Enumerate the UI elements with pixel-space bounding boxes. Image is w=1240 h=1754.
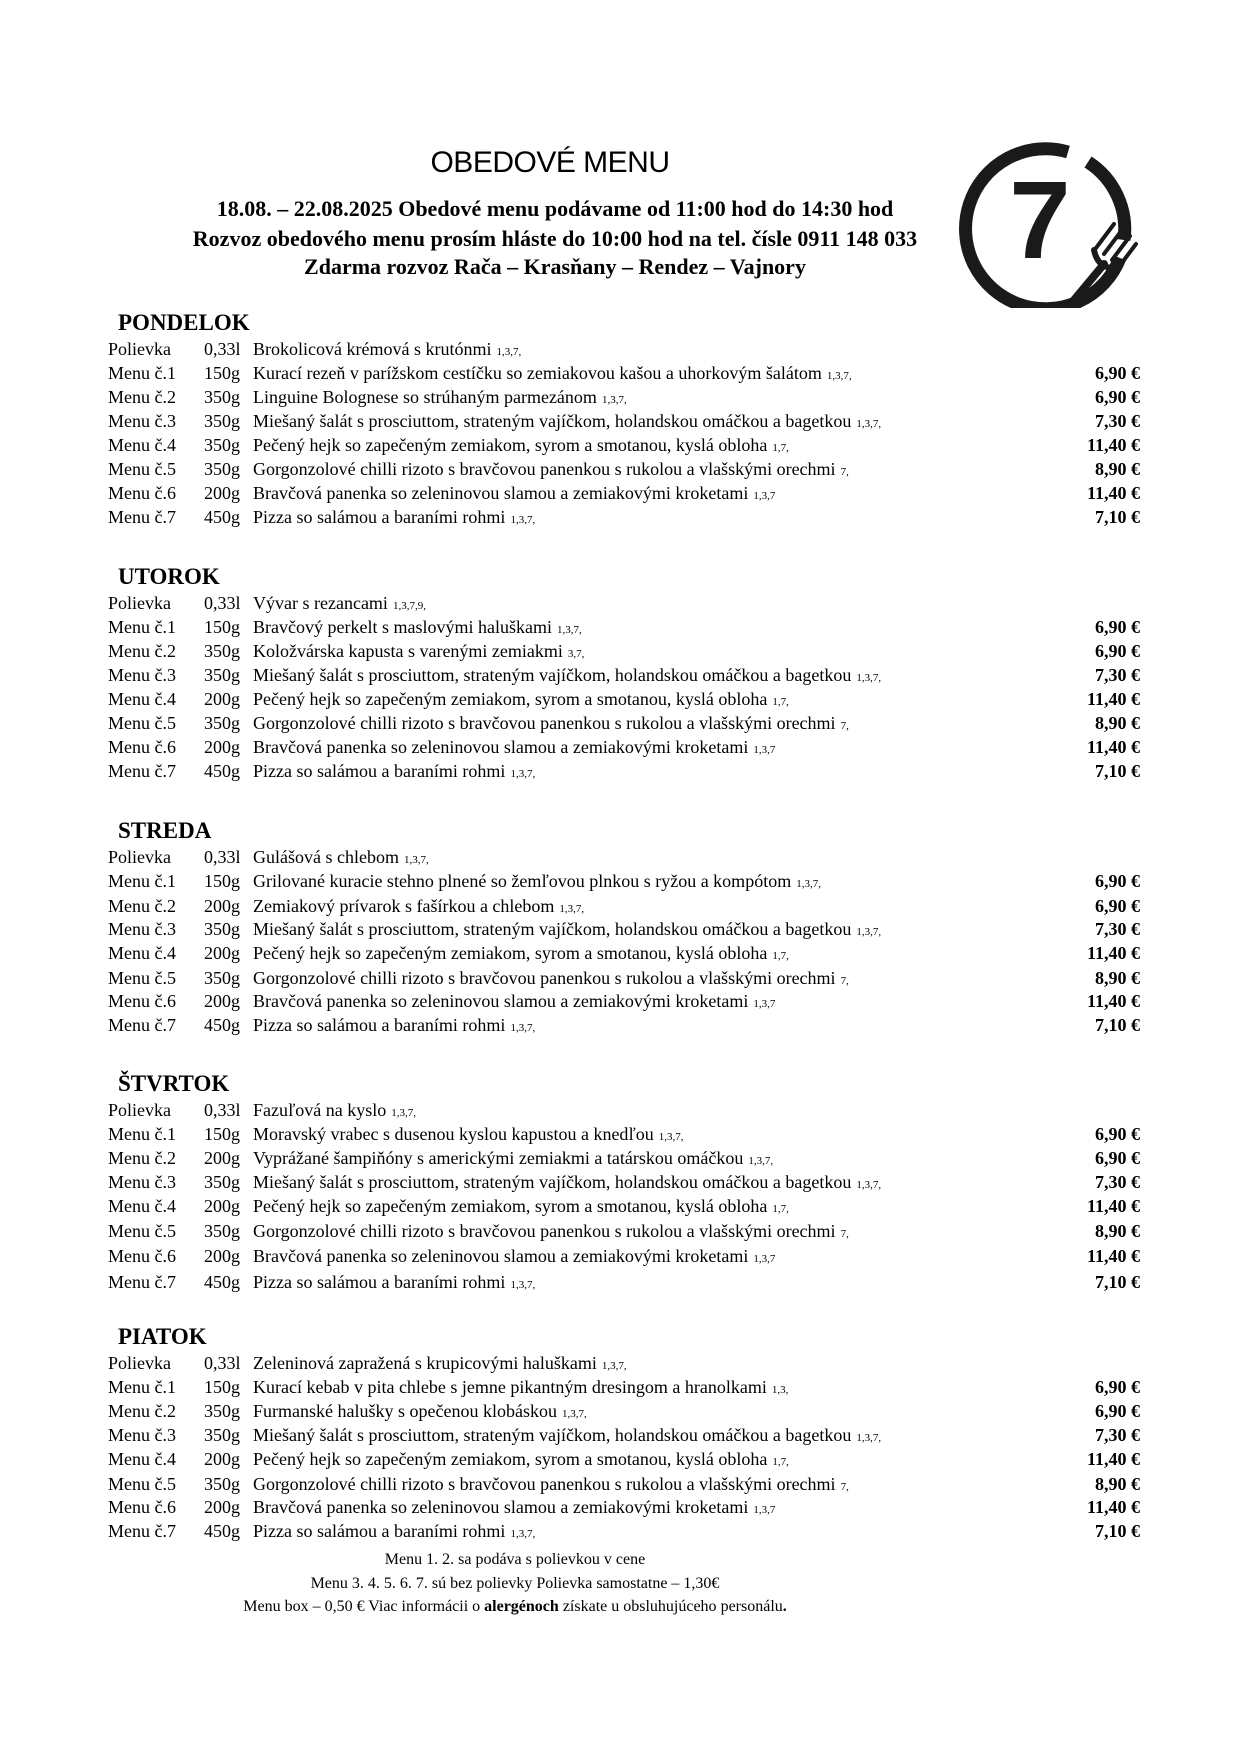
item-label: Menu č.6 (108, 737, 176, 757)
item-price: 7,10 € (1095, 761, 1140, 781)
item-name: Fazuľová na kyslo (253, 1100, 387, 1120)
item-name: Pizza so salámou a baraními rohmi (253, 1272, 506, 1292)
item-label: Menu č.1 (108, 871, 176, 891)
item-quantity: 350g (204, 919, 240, 939)
item-label: Menu č.5 (108, 968, 176, 988)
item-name-cell (253, 1246, 775, 1267)
item-price: 8,90 € (1095, 1221, 1140, 1241)
item-label: Menu č.3 (108, 411, 176, 431)
item-price: 11,40 € (1086, 737, 1140, 757)
soup-row (0, 339, 1140, 363)
item-name-cell (253, 968, 849, 989)
item-name-cell (253, 617, 582, 638)
item-name-cell (253, 1521, 535, 1542)
item-label: Menu č.7 (108, 1272, 176, 1292)
footer-soup-price: Menu 3. 4. 5. 6. 7. sú bez polievky Polievka samostatne – 1,30€ (310, 1575, 720, 1592)
item-allergens: 1,7, (772, 1203, 789, 1215)
item-allergens: 1,3,7, (510, 1528, 536, 1540)
item-quantity: 200g (204, 1148, 240, 1168)
item-name: Bravčová panenka so zeleninovou slamou a zemiakovými kroketami (253, 991, 749, 1011)
item-allergens: 1,3,7, (559, 903, 585, 915)
item-price: 7,30 € (1095, 665, 1140, 685)
item-name: Vyprážané šampiňóny s americkými zemiakmi a tatárskou omáčkou (253, 1148, 744, 1168)
soup-row (0, 847, 1140, 871)
item-label: Polievka (108, 1100, 171, 1120)
item-name-cell (253, 1196, 789, 1217)
item-name-cell (253, 593, 426, 614)
item-allergens: 1,3,7, (856, 926, 882, 938)
footer-staff-word: personálu (720, 1598, 783, 1615)
item-quantity: 350g (204, 641, 240, 661)
item-price: 7,10 € (1095, 1521, 1140, 1541)
menu-row (0, 968, 1140, 992)
item-name-cell (253, 641, 584, 662)
item-price: 6,90 € (1095, 387, 1140, 407)
item-name: Koložvárska kapusta s varenými zemiakmi (253, 641, 563, 661)
soup-row (0, 1100, 1140, 1124)
item-allergens: 1,3,7, (856, 672, 882, 684)
item-name-cell (253, 896, 584, 917)
menu-row (0, 943, 1140, 967)
menu-row (0, 1449, 1140, 1473)
item-quantity: 450g (204, 1015, 240, 1035)
item-allergens: 1,3,7 (753, 1504, 776, 1516)
item-label: Menu č.1 (108, 1377, 176, 1397)
menu-row (0, 761, 1140, 785)
item-quantity: 350g (204, 1401, 240, 1421)
item-price: 11,40 € (1086, 689, 1140, 709)
item-name-cell (253, 1449, 789, 1470)
menu-row (0, 737, 1140, 761)
item-quantity: 150g (204, 363, 240, 383)
item-label: Menu č.5 (108, 713, 176, 733)
item-allergens: 7, (840, 720, 849, 732)
item-quantity: 450g (204, 1521, 240, 1541)
item-name: Bravčová panenka so zeleninovou slamou a zemiakovými kroketami (253, 1497, 749, 1517)
item-name-cell (253, 1425, 881, 1446)
item-quantity: 350g (204, 459, 240, 479)
day-name: PIATOK (118, 1324, 207, 1349)
item-name: Pečený hejk so zapečeným zemiakom, syrom a smotanou, kyslá obloha (253, 943, 768, 963)
menu-row (0, 689, 1140, 713)
item-quantity: 200g (204, 689, 240, 709)
item-name: Pizza so salámou a baraními rohmi (253, 1521, 506, 1541)
menu-row (0, 363, 1140, 387)
date-and-hours: 18.08. – 22.08.2025 Obedové menu podávame od 11:00 hod do 14:30 hod (216, 196, 894, 221)
item-price: 11,40 € (1086, 991, 1140, 1011)
item-name: Bravčová panenka so zeleninovou slamou a zemiakovými kroketami (253, 483, 749, 503)
footer-soup-note: Menu 1. 2. sa podáva s polievkou v cene (384, 1551, 646, 1568)
item-name-cell (253, 1401, 587, 1422)
item-label: Menu č.2 (108, 641, 176, 661)
item-name-cell (253, 339, 521, 360)
item-label: Menu č.5 (108, 1221, 176, 1241)
item-name-cell (253, 847, 429, 868)
item-label: Polievka (108, 593, 171, 613)
item-label: Menu č.7 (108, 1015, 176, 1035)
menu-row (0, 1377, 1140, 1401)
menu-row (0, 1425, 1140, 1449)
item-name: Gorgonzolové chilli rizoto s bravčovou panenkou s rukolou a vlašskými orechmi (253, 713, 836, 733)
item-name: Gorgonzolové chilli rizoto s bravčovou panenkou s rukolou a vlašskými orechmi (253, 968, 836, 988)
item-allergens: 1,7, (772, 442, 789, 454)
item-label: Menu č.3 (108, 665, 176, 685)
item-allergens: 1,3,7, (556, 624, 582, 636)
item-price: 11,40 € (1086, 435, 1140, 455)
item-label: Menu č.1 (108, 363, 176, 383)
item-price: 6,90 € (1095, 1401, 1140, 1421)
menu-row (0, 1474, 1140, 1498)
item-price: 6,90 € (1095, 1124, 1140, 1144)
item-name-cell (253, 991, 775, 1012)
item-quantity: 0,33l (204, 339, 241, 359)
item-allergens: 1,3,7 (753, 1253, 776, 1265)
item-allergens: 1,3,7, (601, 394, 627, 406)
restaurant-logo (948, 140, 1140, 308)
item-label: Menu č.1 (108, 1124, 176, 1144)
item-allergens: 1,3,7, (856, 1432, 882, 1444)
item-quantity: 350g (204, 1425, 240, 1445)
item-label: Menu č.3 (108, 1172, 176, 1192)
item-quantity: 350g (204, 435, 240, 455)
item-quantity: 0,33l (204, 1353, 241, 1373)
item-allergens: 1,7, (772, 1456, 789, 1468)
menu-row (0, 713, 1140, 737)
item-name: Miešaný šalát s prosciuttom, strateným vajíčkom, holandskou omáčkou a bagetkou (253, 411, 852, 431)
item-allergens: 1,3, (771, 1384, 789, 1396)
item-allergens: 1,3,7, (856, 418, 882, 430)
item-name: Pizza so salámou a baraními rohmi (253, 1015, 506, 1035)
menu-row (0, 1196, 1140, 1220)
item-name: Gulášová s chlebom (253, 847, 399, 867)
item-name: Moravský vrabec s dusenou kyslou kapustou a knedľou (253, 1124, 654, 1144)
item-allergens: 1,3,7, (496, 346, 522, 358)
item-quantity: 350g (204, 1474, 240, 1494)
item-quantity: 150g (204, 1377, 240, 1397)
item-label: Menu č.2 (108, 1148, 176, 1168)
item-name: Gorgonzolové chilli rizoto s bravčovou panenkou s rukolou a vlašskými orechmi (253, 459, 836, 479)
free-delivery-areas: Zdarma rozvoz Rača – Krasňany – Rendez – Vajnory (304, 254, 806, 279)
item-name-cell (253, 1124, 684, 1145)
item-label: Menu č.6 (108, 1246, 176, 1266)
item-allergens: 1,3,7, (391, 1107, 417, 1119)
item-quantity: 350g (204, 665, 240, 685)
item-name: Pečený hejk so zapečeným zemiakom, syrom a smotanou, kyslá obloha (253, 689, 768, 709)
footer-allergen-note (0, 1598, 1030, 1616)
item-name-cell (253, 761, 535, 782)
item-label: Menu č.7 (108, 761, 176, 781)
item-quantity: 200g (204, 1196, 240, 1216)
item-price: 6,90 € (1095, 1148, 1140, 1168)
item-quantity: 450g (204, 507, 240, 527)
item-name-cell (253, 737, 775, 758)
item-allergens: 1,3,7, (510, 1022, 536, 1034)
item-name: Pizza so salámou a baraními rohmi (253, 761, 506, 781)
menu-row (0, 871, 1140, 895)
item-name-cell (253, 435, 789, 456)
item-name-cell (253, 871, 821, 892)
item-name: Pečený hejk so zapečeným zemiakom, syrom a smotanou, kyslá obloha (253, 1449, 768, 1469)
item-quantity: 350g (204, 713, 240, 733)
item-price: 7,30 € (1095, 1172, 1140, 1192)
item-price: 11,40 € (1086, 1246, 1140, 1266)
menu-row (0, 617, 1140, 641)
item-allergens: 1,3,7, (601, 1360, 627, 1372)
menu-row (0, 411, 1140, 435)
item-label: Polievka (108, 1353, 171, 1373)
item-name-cell (253, 459, 849, 480)
item-name-cell (253, 1474, 849, 1495)
item-price: 11,40 € (1086, 1497, 1140, 1517)
item-quantity: 450g (204, 1272, 240, 1292)
item-quantity: 350g (204, 1221, 240, 1241)
menu-row (0, 1221, 1140, 1245)
item-allergens: 1,3,7 (753, 744, 776, 756)
item-name: Miešaný šalát s prosciuttom, strateným vajíčkom, holandskou omáčkou a bagetkou (253, 1172, 852, 1192)
menu-row (0, 1246, 1140, 1270)
item-price: 8,90 € (1095, 1474, 1140, 1494)
item-name-cell (253, 665, 881, 686)
item-label: Menu č.2 (108, 1401, 176, 1421)
item-name: Kurací kebab v pita chlebe s jemne pikantným dresingom a hranolkami (253, 1377, 767, 1397)
item-quantity: 200g (204, 483, 240, 503)
item-quantity: 150g (204, 617, 240, 637)
item-label: Menu č.2 (108, 896, 176, 916)
page-title: OBEDOVÉ MENU (430, 146, 670, 179)
item-label: Menu č.5 (108, 459, 176, 479)
item-label: Menu č.4 (108, 943, 176, 963)
item-allergens: 3,7, (567, 648, 585, 660)
soup-row (0, 1353, 1140, 1377)
item-name-cell (253, 689, 789, 710)
item-name-cell (253, 411, 881, 432)
menu-row (0, 435, 1140, 459)
item-quantity: 200g (204, 991, 240, 1011)
item-name: Gorgonzolové chilli rizoto s bravčovou panenkou s rukolou a vlašskými orechmi (253, 1221, 836, 1241)
menu-row (0, 1015, 1140, 1039)
item-name: Grilované kuracie stehno plnené so žemľovou plnkou s ryžou a kompótom (253, 871, 792, 891)
item-allergens: 1,3,7, (796, 878, 821, 890)
item-name-cell (253, 363, 852, 384)
svg-text:7: 7 (1009, 159, 1071, 282)
item-name: Kurací rezeň v parížskom cestíčku so zemiakovou kašou a uhorkovým šalátom (253, 363, 822, 383)
item-name-cell (253, 1172, 881, 1193)
item-name-cell (253, 1353, 627, 1374)
item-allergens: 1,3,7,9, (392, 600, 426, 612)
item-quantity: 0,33l (204, 593, 241, 613)
item-allergens: 1,3,7, (561, 1408, 587, 1420)
item-quantity: 150g (204, 871, 240, 891)
item-allergens: 7, (840, 466, 849, 478)
menu-row (0, 1172, 1140, 1196)
item-name-cell (253, 713, 849, 734)
item-quantity: 450g (204, 761, 240, 781)
item-name: Miešaný šalát s prosciuttom, strateným vajíčkom, holandskou omáčkou a bagetkou (253, 1425, 852, 1445)
item-allergens: 1,3,7, (510, 768, 536, 780)
menu-row (0, 896, 1140, 920)
item-name: Bravčový perkelt s maslovými haluškami (253, 617, 552, 637)
item-price: 6,90 € (1095, 617, 1140, 637)
item-allergens: 7, (840, 975, 849, 987)
item-label: Menu č.1 (108, 617, 176, 637)
item-quantity: 200g (204, 943, 240, 963)
item-name: Brokolicová krémová s krutónmi (253, 339, 492, 359)
item-price: 6,90 € (1095, 641, 1140, 661)
item-price: 11,40 € (1086, 483, 1140, 503)
menu-row (0, 507, 1140, 531)
item-quantity: 150g (204, 1124, 240, 1144)
item-quantity: 200g (204, 1497, 240, 1517)
item-allergens: 1,3,7, (748, 1155, 774, 1167)
item-quantity: 350g (204, 968, 240, 988)
item-label: Menu č.6 (108, 1497, 176, 1517)
item-name: Gorgonzolové chilli rizoto s bravčovou panenkou s rukolou a vlašskými orechmi (253, 1474, 836, 1494)
footer-staff-text: získate u obsluhujúceho (558, 1598, 721, 1615)
item-price: 8,90 € (1095, 968, 1140, 988)
item-price: 11,40 € (1086, 1449, 1140, 1469)
item-allergens: 1,3,7, (658, 1131, 684, 1143)
item-allergens: 1,7, (772, 696, 789, 708)
item-name-cell (253, 1148, 773, 1169)
item-quantity: 200g (204, 737, 240, 757)
item-name-cell (253, 1221, 849, 1242)
item-price: 7,30 € (1095, 919, 1140, 939)
item-price: 6,90 € (1095, 896, 1140, 916)
item-name-cell (253, 1272, 535, 1293)
footer-menubox-text: Menu box – 0,50 € Viac informácii o (243, 1598, 485, 1615)
day-name: PONDELOK (118, 310, 250, 335)
item-name: Miešaný šalát s prosciuttom, strateným vajíčkom, holandskou omáčkou a bagetkou (253, 919, 852, 939)
item-quantity: 0,33l (204, 1100, 241, 1120)
item-price: 8,90 € (1095, 713, 1140, 733)
item-name-cell (253, 507, 535, 528)
item-label: Menu č.4 (108, 1196, 176, 1216)
item-name: Pečený hejk so zapečeným zemiakom, syrom a smotanou, kyslá obloha (253, 1196, 768, 1216)
item-name-cell (253, 387, 627, 408)
item-name: Pečený hejk so zapečeným zemiakom, syrom a smotanou, kyslá obloha (253, 435, 768, 455)
item-price: 8,90 € (1095, 459, 1140, 479)
item-quantity: 350g (204, 387, 240, 407)
item-quantity: 200g (204, 1449, 240, 1469)
item-label: Menu č.6 (108, 483, 176, 503)
item-price: 6,90 € (1095, 1377, 1140, 1397)
item-quantity: 350g (204, 1172, 240, 1192)
item-label: Menu č.5 (108, 1474, 176, 1494)
item-name: Bravčová panenka so zeleninovou slamou a zemiakovými kroketami (253, 1246, 749, 1266)
item-price: 11,40 € (1086, 943, 1140, 963)
item-name-cell (253, 1377, 788, 1398)
item-name: Miešaný šalát s prosciuttom, strateným vajíčkom, holandskou omáčkou a bagetkou (253, 665, 852, 685)
menu-row (0, 1124, 1140, 1148)
item-allergens: 1,3,7, (826, 370, 852, 382)
item-label: Polievka (108, 847, 171, 867)
item-allergens: 1,3,7, (856, 1179, 882, 1191)
item-label: Menu č.3 (108, 1425, 176, 1445)
menu-row (0, 991, 1140, 1015)
item-allergens: 1,3,7, (510, 514, 536, 526)
item-allergens: 7, (840, 1481, 849, 1493)
item-price: 7,30 € (1095, 1425, 1140, 1445)
item-price: 6,90 € (1095, 363, 1140, 383)
footer-allergens-word: alergénoch (484, 1598, 559, 1615)
item-label: Menu č.2 (108, 387, 176, 407)
item-label: Menu č.7 (108, 507, 176, 527)
item-name-cell (253, 919, 881, 940)
item-label: Menu č.4 (108, 1449, 176, 1469)
item-quantity: 200g (204, 896, 240, 916)
day-name: ŠTVRTOK (118, 1071, 230, 1096)
item-name: Furmanské halušky s opečenou klobáskou (253, 1401, 557, 1421)
item-allergens: 7, (840, 1228, 849, 1240)
item-name: Zemiakový prívarok s fašírkou a chlebom (253, 896, 555, 916)
delivery-phone-info: Rozvoz obedového menu prosím hláste do 10:00 hod na tel. čísle 0911 148 033 (192, 226, 918, 251)
menu-row (0, 665, 1140, 689)
item-name: Pizza so salámou a baraními rohmi (253, 507, 506, 527)
item-name-cell (253, 1100, 416, 1121)
item-name-cell (253, 1497, 775, 1518)
menu-row (0, 919, 1140, 943)
item-label: Menu č.7 (108, 1521, 176, 1541)
item-name: Zeleninová zapražená s krupicovými haluškami (253, 1353, 597, 1373)
menu-row (0, 1521, 1140, 1545)
item-allergens: 1,3,7 (753, 998, 776, 1010)
item-label: Menu č.6 (108, 991, 176, 1011)
menu-row (0, 1497, 1140, 1521)
item-price: 7,10 € (1095, 1015, 1140, 1035)
item-price: 7,10 € (1095, 1272, 1140, 1292)
day-name: UTOROK (118, 564, 220, 589)
item-name: Vývar s rezancami (253, 593, 388, 613)
item-price: 7,30 € (1095, 411, 1140, 431)
item-label: Menu č.4 (108, 435, 176, 455)
item-allergens: 1,3,7, (403, 854, 429, 866)
item-name-cell (253, 943, 789, 964)
menu-row (0, 459, 1140, 483)
soup-row (0, 593, 1140, 617)
item-allergens: 1,3,7 (753, 490, 776, 502)
item-price: 6,90 € (1095, 871, 1140, 891)
item-name: Linguine Bolognese so strúhaným parmezánom (253, 387, 597, 407)
item-quantity: 0,33l (204, 847, 241, 867)
footer-period: . (782, 1598, 787, 1615)
item-quantity: 350g (204, 411, 240, 431)
item-label: Menu č.4 (108, 689, 176, 709)
item-name-cell (253, 483, 775, 504)
menu-row (0, 1401, 1140, 1425)
menu-row (0, 1272, 1140, 1296)
item-price: 11,40 € (1086, 1196, 1140, 1216)
item-allergens: 1,3,7, (510, 1279, 536, 1291)
item-price: 7,10 € (1095, 507, 1140, 527)
day-name: STREDA (118, 818, 212, 843)
item-name-cell (253, 1015, 535, 1036)
menu-row (0, 483, 1140, 507)
item-name: Bravčová panenka so zeleninovou slamou a zemiakovými kroketami (253, 737, 749, 757)
menu-row (0, 641, 1140, 665)
item-label: Menu č.3 (108, 919, 176, 939)
item-allergens: 1,7, (772, 950, 789, 962)
item-label: Polievka (108, 339, 171, 359)
menu-row (0, 387, 1140, 411)
menu-row (0, 1148, 1140, 1172)
item-quantity: 200g (204, 1246, 240, 1266)
